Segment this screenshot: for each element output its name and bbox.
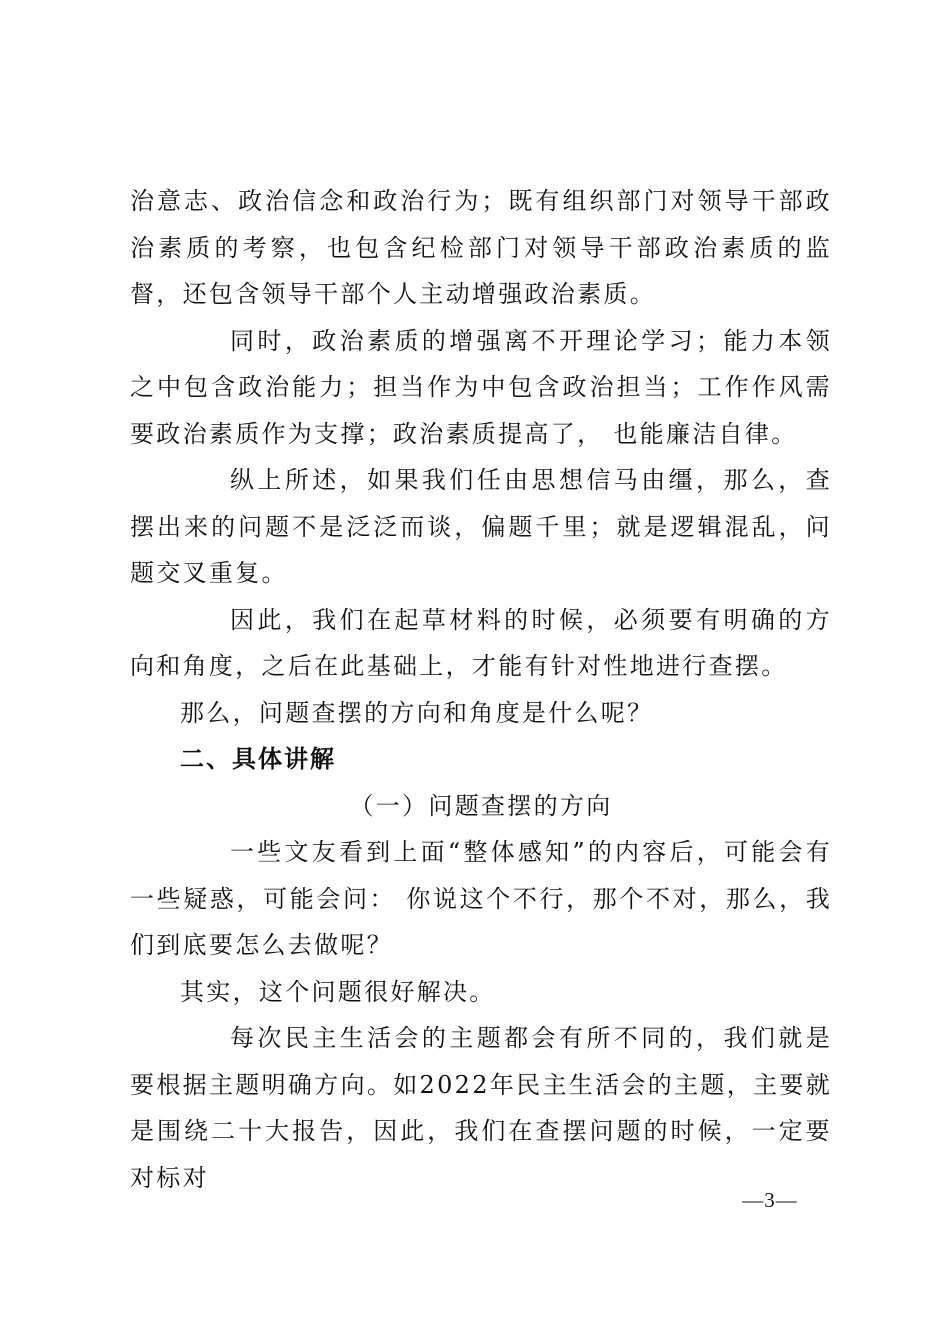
section-heading: 二、具体讲解 xyxy=(180,745,336,773)
paragraph-therefore: 因此，我们在起草材料的时候，必须要有明确的方向和角度，之后在此基础上，才能有针对性地进行查摆。 xyxy=(130,605,832,680)
subsection-heading: （一）问题查摆的方向 xyxy=(349,791,613,820)
page-number: —3— xyxy=(742,1188,798,1212)
document-body xyxy=(130,178,832,1201)
paragraph-easy-solve: 其实，这个问题很好解决。 xyxy=(180,977,496,1006)
paragraph-summary: 纵上所述，如果我们任由思想信马由缰，那么，查摆出来的问题不是泛泛而谈，偏题千里；就是逻辑混乱，问题交叉重复。 xyxy=(130,466,832,587)
paragraph-meanwhile: 同时，政治素质的增强离不开理论学习；能力本领之中包含政治能力；担当作为中包含政治担当；工作作风需要政治素质作为支撑；政治素质提高了， 也能廉洁自律。 xyxy=(130,326,832,448)
paragraph-doubts: 一些文友看到上面“整体感知”的内容后，可能会有一些疑惑，可能会问： 你说这个不行，那个不对，那么，我们到底要怎么去做呢？ xyxy=(130,838,832,959)
paragraph-question: 那么，问题查摆的方向和角度是什么呢？ xyxy=(180,698,654,727)
paragraph-continued: 治意志、政治信念和政治行为；既有组织部门对领导干部政治素质的考察，也包含纪检部门对领导干部政治素质的监督，还包含领导干部个人主动增强政治素质。 xyxy=(130,187,832,308)
paragraph-theme: 每次民主生活会的主题都会有所不同的，我们就是要根据主题明确方向。如2022年民主生活会的主题，主要就是围绕二十大报告，因此，我们在查摆问题的时候，一定要对标对 xyxy=(130,1024,832,1192)
